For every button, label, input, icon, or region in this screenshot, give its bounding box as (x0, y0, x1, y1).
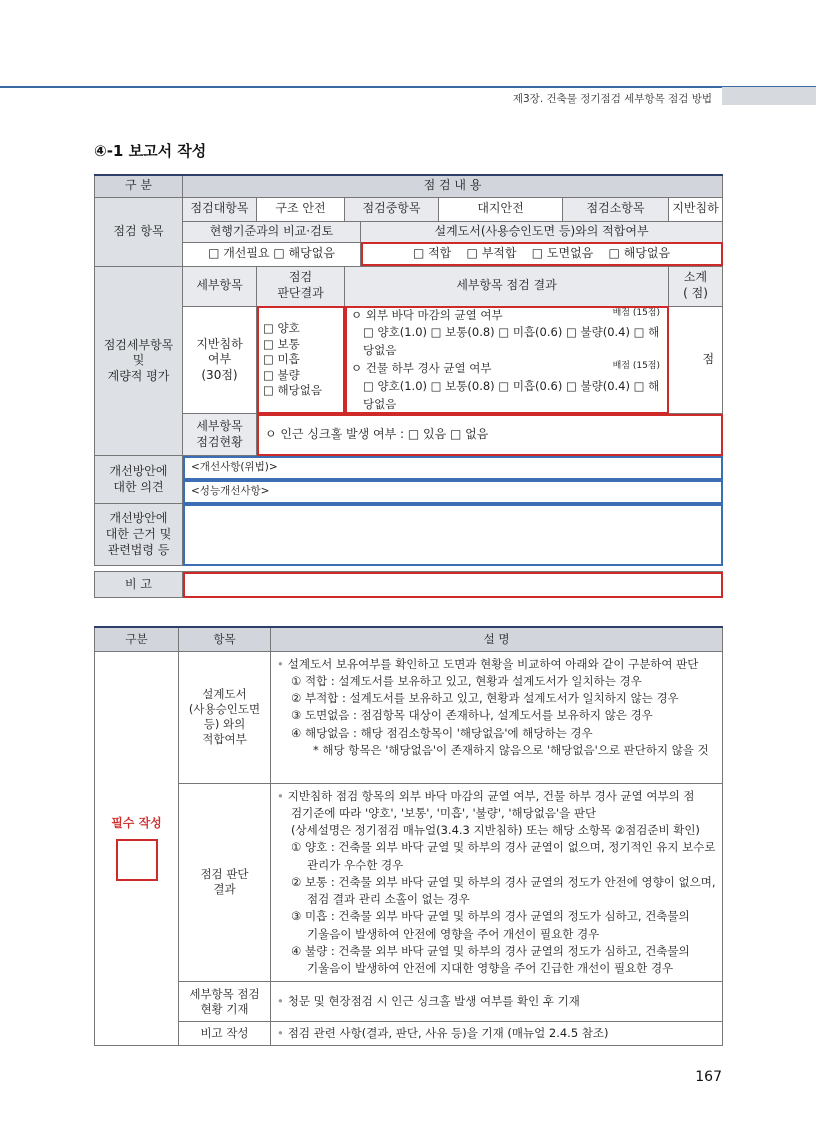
judgement-options[interactable] (257, 306, 345, 414)
explain-header-gubun: 구분 (95, 627, 179, 651)
check2-points: 배점 (15점) (612, 360, 660, 371)
design-option-unfit[interactable]: □ 부적합 (466, 246, 517, 261)
status-line-0: 청문 및 현장점검 시 인근 싱크홀 발생 여부를 확인 후 기재 (287, 994, 580, 1009)
check1-title: ㅇ 외부 바닥 마감의 균열 여부 (351, 307, 503, 322)
required-label: 필수 작성 (111, 815, 162, 830)
remark-label: 비 고 (95, 572, 183, 598)
explain-desc-status: • 청문 및 현장점검 시 인근 싱크홀 발생 여부를 확인 후 기재 (271, 982, 723, 1022)
explain-desc-remark: • 점검 관련 사항(결과, 판단, 사유 등)을 기재 (매뉴얼 2.4.5 참조) (271, 1022, 723, 1046)
explain-item-status: 세부항목 점검 현황 기재 (179, 982, 271, 1022)
detail-item-header: 세부항목 (183, 266, 257, 306)
design-line-3: ③ 도면없음 : 점검항목 대상이 존재하나, 설계도서를 보유하지 않은 경우 (291, 708, 653, 723)
page-number: 167 (695, 1069, 722, 1085)
design-options[interactable] (361, 242, 723, 266)
improvement-performance-field[interactable]: <성능개선사항> (183, 480, 723, 504)
explain-header-item: 항목 (179, 627, 271, 651)
judge-line-2: (상세설명은 정기점검 매뉴얼(3.4.3 지반침하) 또는 해당 소항목 ②점검준비 확인) (291, 823, 700, 837)
check1-scale[interactable]: □ 양호(1.0) □ 보통(0.8) □ 미흡(0.6) □ 불량(0.4) □ 해당없음 (363, 325, 660, 358)
design-option-no-drawing[interactable]: □ 도면없음 (531, 246, 594, 261)
design-line-1: ① 적합 : 설계도서를 보유하고 있고, 현황과 설계도서가 일치하는 경우 (291, 673, 642, 688)
explanation-table (94, 626, 723, 1046)
design-option-fit[interactable]: □ 적합 (412, 246, 452, 261)
status-label: 세부항목 점검현황 (183, 414, 257, 456)
detail-result-cell (345, 306, 669, 414)
middle-item-label: 점검중항목 (345, 197, 439, 221)
minor-item-value: 지반침하 (669, 197, 723, 221)
subtotal-value[interactable]: 점 (669, 306, 723, 414)
detail-result-header: 세부항목 점검 결과 (345, 266, 669, 306)
check2-scale[interactable]: □ 양호(1.0) □ 보통(0.8) □ 미흡(0.6) □ 불량(0.4) □ 해당없음 (363, 378, 660, 411)
judge-line-6: 점검 결과 관리 소홀이 없는 경우 (307, 892, 470, 906)
chapter-title: 제3장. 건축물 정기점검 세부항목 점검 방법 (512, 93, 712, 105)
basis-field[interactable] (183, 504, 723, 566)
section-title: ④-1 보고서 작성 (94, 142, 207, 160)
major-item-label: 점검대항목 (183, 197, 257, 221)
explain-desc-design (271, 651, 723, 783)
report-form-table (94, 174, 723, 598)
design-line-5: * 해당 항목은 '해당없음'이 존재하지 않음으로 '해당없음'으로 판단하지 않을 것 (313, 742, 709, 757)
compare-options[interactable]: □ 개선필요 □ 해당없음 (183, 242, 361, 266)
judge-line-8: 기울음이 발생하여 안전에 영향을 주어 개선이 필요한 경우 (307, 926, 600, 941)
status-text[interactable]: ㅇ 인근 싱크홀 발생 여부 : □ 있음 □ 없음 (257, 414, 723, 456)
check1-points: 배점 (15점) (612, 307, 660, 318)
detail-evaluation-label: 점검세부항목 및 계량적 평가 (95, 266, 183, 456)
judge-line-3: ① 양호 : 건축물 외부 바닥 균열 및 하부의 경사 균열이 없으며, 정기적인 유지 보수로 (291, 840, 716, 855)
design-option-na[interactable]: □ 해당없음 (608, 246, 671, 261)
design-line-2: ② 부적합 : 설계도서를 보유하고 있고, 현황과 설계도서가 일치하지 않는 경우 (291, 691, 679, 705)
major-item-value: 구조 안전 (257, 197, 345, 221)
form-header-content: 점 검 내 용 (183, 175, 723, 197)
chapter-tab (722, 87, 816, 105)
explain-item-judgement: 점검 판단 결과 (179, 783, 271, 982)
judge-fair[interactable]: □ 보통 (263, 336, 300, 351)
judge-poor[interactable]: □ 미흡 (263, 352, 300, 367)
improvement-violation-field[interactable]: <개선사항(위법)> (183, 456, 723, 480)
judge-line-7: ③ 미흡 : 건축물 외부 바닥 균열 및 하부의 경사 균열의 정도가 심하고, 건축물의 (291, 909, 690, 924)
minor-item-label: 점검소항목 (563, 197, 669, 221)
judge-line-0: • 지반침하 점검 항목의 외부 바닥 마감의 균열 여부, 건물 하부 경사 균열 여부의 점 (277, 788, 695, 803)
check2 (345, 360, 668, 378)
remark-line-0: 점검 관련 사항(결과, 판단, 사유 등)을 기재 (매뉴얼 2.4.5 참조) (287, 1026, 609, 1041)
judge-na[interactable]: □ 해당없음 (263, 383, 322, 398)
detail-item-ground-subsidence: 지반침하 여부 (30점) (183, 306, 257, 414)
explain-header-desc: 설 명 (271, 627, 723, 651)
form-header-gubun: 구 분 (95, 175, 183, 197)
design-line-4: ④ 해당없음 : 해당 점검소항목이 '해당없음'에 해당하는 경우 (291, 725, 593, 740)
explain-item-design: 설계도서 (사용승인도면 등) 와의 적합여부 (179, 651, 271, 783)
chapter-header (0, 87, 816, 107)
remark-field[interactable] (183, 572, 723, 598)
design-label: 설계도서(사용승인도면 등)와의 적합여부 (361, 221, 723, 242)
improvement-opinion-label: 개선방안에 대한 의견 (95, 456, 183, 504)
explain-item-remark: 비고 작성 (179, 1022, 271, 1046)
explain-desc-judgement (271, 783, 723, 982)
required-box (116, 839, 158, 881)
design-line-0: • 설계도서 보유여부를 확인하고 도면과 현황을 비교하여 아래와 같이 구분하여 판단 (277, 656, 699, 671)
judge-good[interactable]: □ 양호 (263, 321, 300, 336)
judge-line-1: 검기준에 따라 '양호', '보통', '미흡', '불량', '해당없음'을 판단 (291, 805, 597, 820)
inspection-item-label: 점검 항목 (95, 197, 183, 266)
judgement-header: 점검 판단결과 (257, 266, 345, 306)
basis-label: 개선방안에 대한 근거 및 관련법령 등 (95, 504, 183, 566)
check1 (345, 307, 668, 325)
judge-line-9: ④ 불량 : 건축물 외부 바닥 균열 및 하부의 경사 균열의 정도가 심하고, 건축물의 (291, 943, 690, 958)
check2-title: ㅇ 건물 하부 경사 균열 여부 (351, 360, 492, 375)
middle-item-value: 대지안전 (439, 197, 563, 221)
required-cell (95, 651, 179, 1046)
judge-bad[interactable]: □ 불량 (263, 367, 300, 382)
judge-line-4: 관리가 우수한 경우 (307, 857, 404, 872)
judge-line-5: ② 보통 : 건축물 외부 바닥 균열 및 하부의 경사 균열의 정도가 안전에 영향이 없으며, (291, 874, 716, 889)
compare-label: 현행기준과의 비교·검토 (183, 221, 361, 242)
subtotal-header: 소계 ( 점) (669, 266, 723, 306)
judge-line-10: 기울음이 발생하여 안전에 지대한 영향을 주어 긴급한 개선이 필요한 경우 (307, 961, 674, 975)
